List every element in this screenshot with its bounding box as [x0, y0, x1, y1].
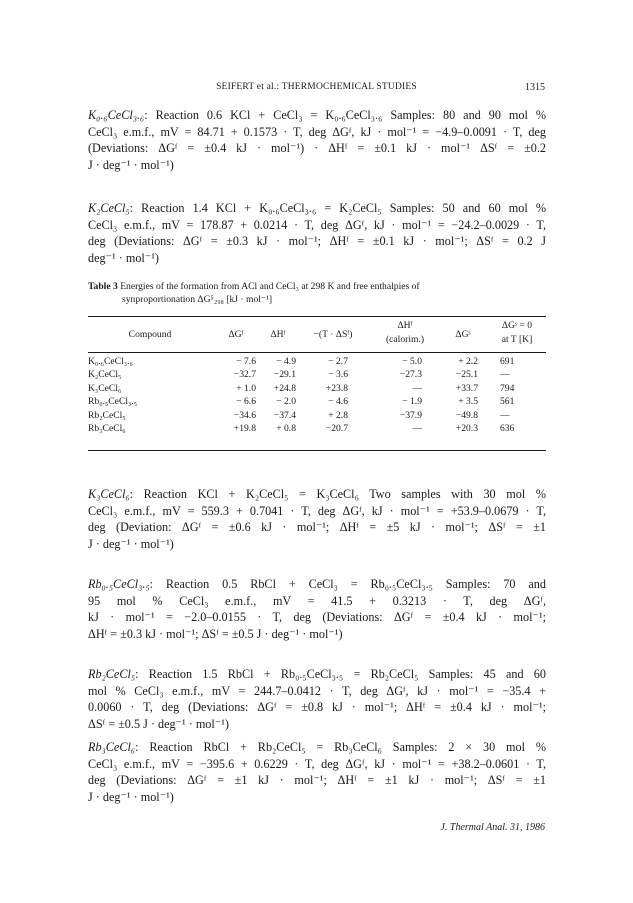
reaction-line: Reaction 1.4 KCl + K₀.₆CeCl₃.₆ = K₂CeCl₅ Samples: 50 and 60 mol % — [141, 201, 546, 215]
caption-text-2: synproportionation ΔG⁵₂₉₈ [kJ · mol⁻¹] — [122, 294, 273, 305]
cell-dgf: −32.7 — [233, 369, 256, 381]
cell-dgs: +20.3 — [455, 422, 478, 434]
cell-compound: K₂CeCl₅ — [88, 369, 122, 381]
table-row — [88, 410, 546, 423]
emf-line: CeCl₃ e.m.f., mV = −395.6 + 0.6229 · T, deg ΔGᶠ, kJ · mol⁻¹ = +38.2–0.0601 · T, — [88, 756, 546, 771]
cell-dgf: − 7.6 — [236, 356, 256, 367]
page-number: 1315 — [525, 82, 545, 93]
deviation-line: kJ · mol⁻¹ = −2.0–0.0155 · T, deg (Deviations: ΔGᶠ = ±0.4 kJ · mol⁻¹; — [88, 610, 546, 625]
cell-dhf: − 2.0 — [276, 396, 296, 408]
cell-dhf: −29.1 — [273, 369, 296, 381]
journal-footer: J. Thermal Anal. 31, 1986 — [440, 822, 545, 833]
header-dhf-calorim-2: (calorim.) — [385, 334, 425, 345]
table-row — [88, 423, 546, 436]
compound-label: Rb₃CeCl₆ — [88, 740, 136, 754]
cell-dgf: − 6.6 — [236, 396, 256, 408]
emf-line: CeCl₃ e.m.f., mV = 84.71 + 0.1573 · T, deg ΔGᶠ, kJ · mol⁻¹ = −4.9–0.0091 · T, deg — [88, 124, 546, 139]
header-dgs: ΔGˢ — [455, 329, 471, 340]
cell-dgf: −34.6 — [233, 409, 256, 421]
reaction-line: Reaction 1.5 RbCl + Rb₀.₅CeCl₃.₅ = Rb₂CeCl₅ Samples: 45 and 60 — [148, 667, 546, 681]
cell-dhf: − 4.9 — [276, 356, 296, 367]
table-row — [88, 383, 546, 396]
header-dhf: ΔHᶠ — [270, 329, 286, 340]
table-header — [88, 319, 546, 351]
units-line: ΔHᶠ = ±0.3 kJ · mol⁻¹; ΔSᶠ = ±0.5 J · deg⁻¹ · mol⁻¹) — [88, 626, 343, 641]
reaction-line: Reaction RbCl + Rb₂CeCl₅ = Rb₃CeCl₆ Samples: 2 × 30 mol % — [149, 740, 546, 754]
cell-dhf-calorim: −37.9 — [399, 409, 422, 421]
cell-dhf-calorim: −27.3 — [399, 369, 422, 381]
cell-dgs: −25.1 — [455, 369, 478, 381]
cell-compound: Rb₃CeCl₆ — [88, 422, 126, 434]
cell-temperature: 794 — [500, 382, 515, 394]
table-row — [88, 356, 546, 369]
reaction-paragraph-rb2cecl5: Rb₂CeCl₅: Reaction 1.5 RbCl + Rb₀.₅CeCl₃.₅ = Rb₂CeCl₅ Samples: 45 and 60 mol % CeCl₃ e.m.f., mV = 244.7–0.0412 · T, deg ΔGᶠ, kJ · mol⁻¹ = −35.4 + 0.0060 · T, deg (Deviations: ΔGᶠ = ±0.8 kJ · mol⁻¹; ΔHᶠ = ±0.4 kJ · mol⁻¹; ΔSᶠ = ±0.5 J · deg⁻¹ · mol⁻¹) — [88, 667, 546, 731]
units-line: ΔSᶠ = ±0.5 J · deg⁻¹ · mol⁻¹) — [88, 716, 229, 731]
header-tds: −(T · ΔSᶠ) — [313, 329, 353, 340]
cell-dhf-calorim: — — [412, 382, 422, 394]
cell-dhf-calorim: — — [412, 422, 422, 434]
header-dgf: ΔGᶠ — [228, 329, 244, 340]
header-dhf-calorim-1: ΔHᶠ — [397, 320, 413, 331]
cell-compound: Rb₀.₅CeCl₃.₅ — [88, 396, 138, 408]
compound-label: K₀.₆CeCl₃.₆ — [88, 108, 145, 122]
cell-compound: K₀.₆CeCl₃.₆ — [88, 356, 133, 367]
cell-dgs: + 3.5 — [458, 396, 478, 408]
table-row — [88, 369, 546, 382]
table-top-rule — [88, 316, 546, 317]
emf-line: 95 mol % CeCl₃ e.m.f., mV = 41.5 + 0.3213 · T, deg ΔGᶠ, — [88, 593, 546, 608]
cell-dgf: + 1.0 — [236, 382, 256, 394]
compound-label: K₃CeCl₆ — [88, 487, 130, 501]
deviation-line: (Deviations: ΔGᶠ = ±0.4 kJ · mol⁻¹) · ΔHᶠ = ±0.1 kJ · mol⁻¹ ΔSᶠ = ±0.2 — [88, 141, 546, 156]
header-dgs-zero-2: at T [K] — [501, 334, 533, 345]
deviation-line: deg (Deviation: ΔGᶠ = ±0.6 kJ · mol⁻¹; ΔHᶠ = ±5 kJ · mol⁻¹; ΔSᶠ = ±1 — [88, 520, 546, 535]
emf-line: CeCl₃ e.m.f., mV = 559.3 + 0.7041 · T, deg ΔGᶠ, kJ · mol⁻¹ = +53.9–0.0679 · T, — [88, 503, 546, 518]
cell-tds: −20.7 — [325, 422, 348, 434]
reaction-paragraph-rb3cecl6: Rb₃CeCl₆: Reaction RbCl + Rb₂CeCl₅ = Rb₃CeCl₆ Samples: 2 × 30 mol % CeCl₃ e.m.f., mV = −395.6 + 0.6229 · T, deg ΔGᶠ, kJ · mol⁻¹ = +38.2–0.0601 · T, deg (Deviations: ΔGᶠ = ±1 kJ · mol⁻¹; ΔHᶠ = ±1 kJ · mol⁻¹; ΔSᶠ = ±1 J · deg⁻¹ · mol⁻¹) — [88, 740, 546, 804]
cell-dhf: +24.8 — [273, 382, 296, 394]
reaction-paragraph-k2cecl5: K₂CeCl₅: Reaction 1.4 KCl + K₀.₆CeCl₃.₆ = K₂CeCl₅ Samples: 50 and 60 mol % CeCl₃ e.m.f., mV = 178.87 + 0.0214 · T, deg ΔGᶠ, kJ · mol⁻¹ = −24.2–0.0029 · T, deg (Deviations: ΔGᶠ = ±0.3 kJ · mol⁻¹; ΔHᶠ = ±0.1 kJ · mol⁻¹; ΔSᶠ = 0.2 J deg⁻¹ · mol⁻¹) — [88, 201, 546, 265]
cell-dgs: −49.8 — [455, 409, 478, 421]
cell-temperature: 561 — [500, 396, 515, 408]
running-header — [88, 82, 545, 96]
cell-temperature: 636 — [500, 422, 515, 434]
units-line: deg⁻¹ · mol⁻¹) — [88, 250, 159, 265]
table-bottom-rule — [88, 450, 546, 451]
header-compound: Compound — [128, 329, 172, 340]
reaction-line: Reaction 0.6 KCl + CeCl₃ = K₀.₆CeCl₃.₆ Samples: 80 and 90 mol % — [155, 108, 546, 122]
cell-dgs: +33.7 — [455, 382, 478, 394]
units-line: J · deg⁻¹ · mol⁻¹) — [88, 157, 174, 172]
cell-dhf: + 0.8 — [276, 422, 296, 434]
running-title: SEIFERT et al.: THERMOCHEMICAL STUDIES — [216, 82, 417, 92]
cell-temperature: — — [500, 369, 510, 381]
compound-label: Rb₂CeCl₅ — [88, 667, 136, 681]
table-body — [88, 356, 546, 436]
table-header-rule — [88, 352, 546, 353]
cell-tds: +23.8 — [325, 382, 348, 394]
units-line: J · deg⁻¹ · mol⁻¹) — [88, 536, 174, 551]
cell-tds: − 2.7 — [328, 356, 348, 367]
cell-tds: − 3.6 — [328, 369, 348, 381]
reaction-paragraph-k3cecl6: K₃CeCl₆: Reaction KCl + K₂CeCl₅ = K₃CeCl₆ Two samples with 30 mol % CeCl₃ e.m.f., mV = 559.3 + 0.7041 · T, deg ΔGᶠ, kJ · mol⁻¹ = +53.9–0.0679 · T, deg (Deviation: ΔGᶠ = ±0.6 kJ · mol⁻¹; ΔHᶠ = ±5 kJ · mol⁻¹; ΔSᶠ = ±1 J · deg⁻¹ · mol⁻¹) — [88, 487, 546, 551]
reaction-paragraph-k06cecl36: K₀.₆CeCl₃.₆: Reaction 0.6 KCl + CeCl₃ = K₀.₆CeCl₃.₆ Samples: 80 and 90 mol % CeCl₃ e.m.f., mV = 84.71 + 0.1573 · T, deg ΔGᶠ, kJ · mol⁻¹ = −4.9–0.0091 · T, deg (Deviations: ΔGᶠ = ±0.4 kJ · mol⁻¹) · ΔHᶠ = ±0.1 kJ · mol⁻¹ ΔSᶠ = ±0.2 J · deg⁻¹ · mol⁻¹) — [88, 108, 546, 172]
units-line: J · deg⁻¹ · mol⁻¹) — [88, 789, 174, 804]
cell-compound: K₃CeCl₆ — [88, 382, 122, 394]
caption-text-1: Energies of the formation from ACl and CeCl₃ at 298 K and free enthalpies of — [120, 281, 420, 292]
cell-tds: + 2.8 — [328, 409, 348, 421]
cell-compound: Rb₂CeCl₅ — [88, 409, 126, 421]
cell-dgs: + 2.2 — [458, 356, 478, 367]
cell-dhf: −37.4 — [273, 409, 296, 421]
deviation-line: deg (Deviations: ΔGᶠ = ±0.3 kJ · mol⁻¹; ΔHᶠ = ±0.1 kJ · mol⁻¹; ΔSᶠ = 0.2 J — [88, 234, 546, 249]
table-caption — [88, 280, 546, 306]
reaction-line: Reaction KCl + K₂CeCl₅ = K₃CeCl₆ Two samples with 30 mol % — [143, 487, 546, 501]
cell-temperature: 691 — [500, 356, 515, 367]
deviation-line: deg (Deviations: ΔGᶠ = ±1 kJ · mol⁻¹; ΔHᶠ = ±1 kJ · mol⁻¹; ΔSᶠ = ±1 — [88, 773, 546, 788]
header-dgs-zero-1: ΔGˢ = 0 — [501, 320, 533, 331]
reaction-paragraph-rb05cecl35: Rb₀.₅CeCl₃.₅: Reaction 0.5 RbCl + CeCl₃ = Rb₀.₅CeCl₃.₅ Samples: 70 and 95 mol % CeCl₃ e.m.f., mV = 41.5 + 0.3213 · T, deg ΔGᶠ, kJ · mol⁻¹ = −2.0–0.0155 · T, deg (Deviations: ΔGᶠ = ±0.4 kJ · mol⁻¹; ΔHᶠ = ±0.3 kJ · mol⁻¹; ΔSᶠ = ±0.5 J · deg⁻¹ · mol⁻¹) — [88, 577, 546, 641]
emf-line: CeCl₃ e.m.f., mV = 178.87 + 0.0214 · T, deg ΔGᶠ, kJ · mol⁻¹ = −24.2–0.0029 · T, — [88, 217, 546, 232]
cell-dgf: +19.8 — [233, 422, 256, 434]
cell-temperature: — — [500, 409, 510, 421]
compound-label: Rb₀.₅CeCl₃.₅ — [88, 577, 150, 591]
cell-dhf-calorim: − 5.0 — [402, 356, 422, 367]
cell-dhf-calorim: − 1.9 — [402, 396, 422, 408]
table-row — [88, 396, 546, 409]
reaction-line: Reaction 0.5 RbCl + CeCl₃ = Rb₀.₅CeCl₃.₅ Samples: 70 and — [165, 577, 546, 591]
cell-tds: − 4.6 — [328, 396, 348, 408]
deviation-line: 0.0060 · T, deg (Deviations: ΔGᶠ = ±0.8 kJ · mol⁻¹; ΔHᶠ = ±0.4 kJ · mol⁻¹; — [88, 700, 546, 715]
table-label: Table 3 — [88, 281, 118, 292]
compound-label: K₂CeCl₅ — [88, 201, 130, 215]
emf-line: mol % CeCl₃ e.m.f., mV = 244.7–0.0412 · T, deg ΔGᶠ, kJ · mol⁻¹ = −35.4 + — [88, 683, 546, 698]
